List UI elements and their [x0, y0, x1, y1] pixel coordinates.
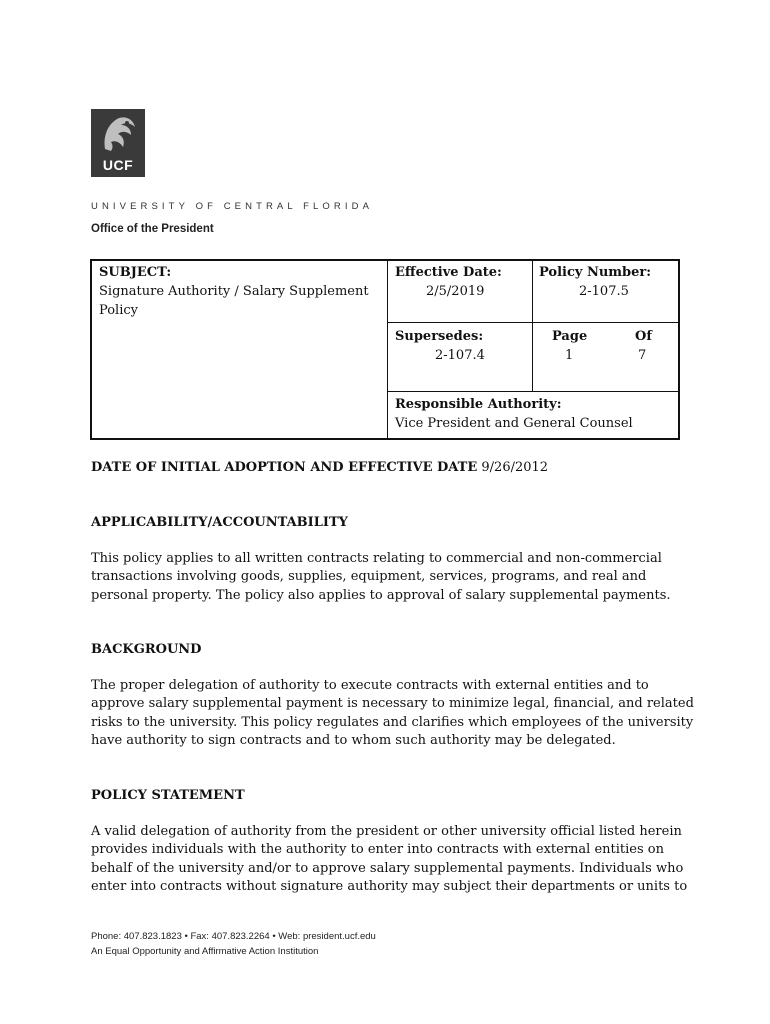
- paragraph-line: personal property. The policy also applies to approval of salary supplemental payments.: [91, 587, 671, 603]
- ucf-logo: [91, 109, 145, 177]
- paragraph-line: approve salary supplemental payment is necessary to minimize legal, financial, and related: [91, 696, 694, 712]
- subject-line-1: Signature Authority / Salary Supplement: [99, 284, 369, 299]
- page-cell: [552, 327, 592, 365]
- supersedes-label: Supersedes:: [395, 329, 484, 344]
- adoption-date: 9/26/2012: [481, 460, 549, 475]
- applicability-paragraph: [91, 550, 686, 605]
- effective-date-value: 2/5/2019: [426, 284, 485, 299]
- subject-label: SUBJECT:: [99, 265, 172, 280]
- table-divider: [387, 322, 680, 323]
- page-value: 1: [565, 348, 574, 363]
- paragraph-line: behalf of the university and/or to approve salary supplemental payments. Individuals who: [91, 860, 684, 876]
- of-value: 7: [638, 348, 647, 363]
- footer-contact: Phone: 407.823.1823 • Fax: 407.823.2264 • Web: president.ucf.edu: [91, 931, 376, 942]
- paragraph-line: A valid delegation of authority from the president or other university official listed herein: [91, 824, 682, 839]
- supersedes-value: 2-107.4: [435, 348, 485, 363]
- paragraph-line: have authority to sign contracts and to whom such authority may be delegated.: [91, 732, 616, 748]
- responsible-authority-cell: [395, 395, 680, 433]
- of-cell: [635, 327, 675, 365]
- footer-eeo-statement: An Equal Opportunity and Affirmative Action Institution: [91, 946, 319, 957]
- logo-text: UCF: [102, 157, 134, 173]
- responsible-authority-value: Vice President and General Counsel: [395, 416, 633, 431]
- background-paragraph: [91, 677, 694, 750]
- policy-statement-paragraph: [91, 823, 686, 896]
- background-heading: BACKGROUND: [91, 642, 202, 657]
- paragraph-line: provides individuals with the authority to enter into contracts with external entities on: [91, 842, 664, 858]
- page-footer: [91, 929, 376, 959]
- policy-number-value: 2-107.5: [579, 284, 629, 299]
- table-divider: [532, 261, 533, 391]
- effective-date-cell: [395, 263, 530, 301]
- policy-number-cell: [539, 263, 679, 301]
- applicability-heading: APPLICABILITY/ACCOUNTABILITY: [91, 515, 348, 530]
- responsible-authority-label: Responsible Authority:: [395, 397, 562, 412]
- paragraph-line: risks to the university. This policy regulates and clarifies which employees of the university: [91, 714, 694, 730]
- paragraph-line: The proper delegation of authority to execute contracts with external entities and to: [91, 678, 649, 693]
- paragraph-line: This policy applies to all written contracts relating to commercial and non-commercial: [91, 551, 662, 566]
- office-name: Office of the President: [91, 223, 214, 235]
- paragraph-line: enter into contracts without signature authority may subject their departments or units to: [91, 878, 688, 894]
- paragraph-line: transactions involving goods, supplies, equipment, services, programs, and real and: [91, 569, 647, 585]
- university-wordmark: UNIVERSITY OF CENTRAL FLORIDA: [91, 201, 374, 212]
- page-label: Page: [552, 329, 588, 344]
- supersedes-cell: [395, 327, 530, 365]
- subject-cell: [99, 263, 384, 320]
- effective-date-label: Effective Date:: [395, 265, 502, 280]
- policy-statement-heading: POLICY STATEMENT: [91, 788, 245, 803]
- adoption-line: [91, 459, 686, 477]
- table-divider: [387, 261, 388, 438]
- adoption-label: DATE OF INITIAL ADOPTION AND EFFECTIVE DATE: [91, 460, 478, 475]
- table-divider: [387, 391, 680, 392]
- pegasus-icon: [91, 109, 145, 159]
- subject-line-2: Policy: [99, 303, 138, 318]
- of-label: Of: [635, 329, 652, 344]
- policy-number-label: Policy Number:: [539, 265, 652, 280]
- policy-info-table: [90, 259, 680, 440]
